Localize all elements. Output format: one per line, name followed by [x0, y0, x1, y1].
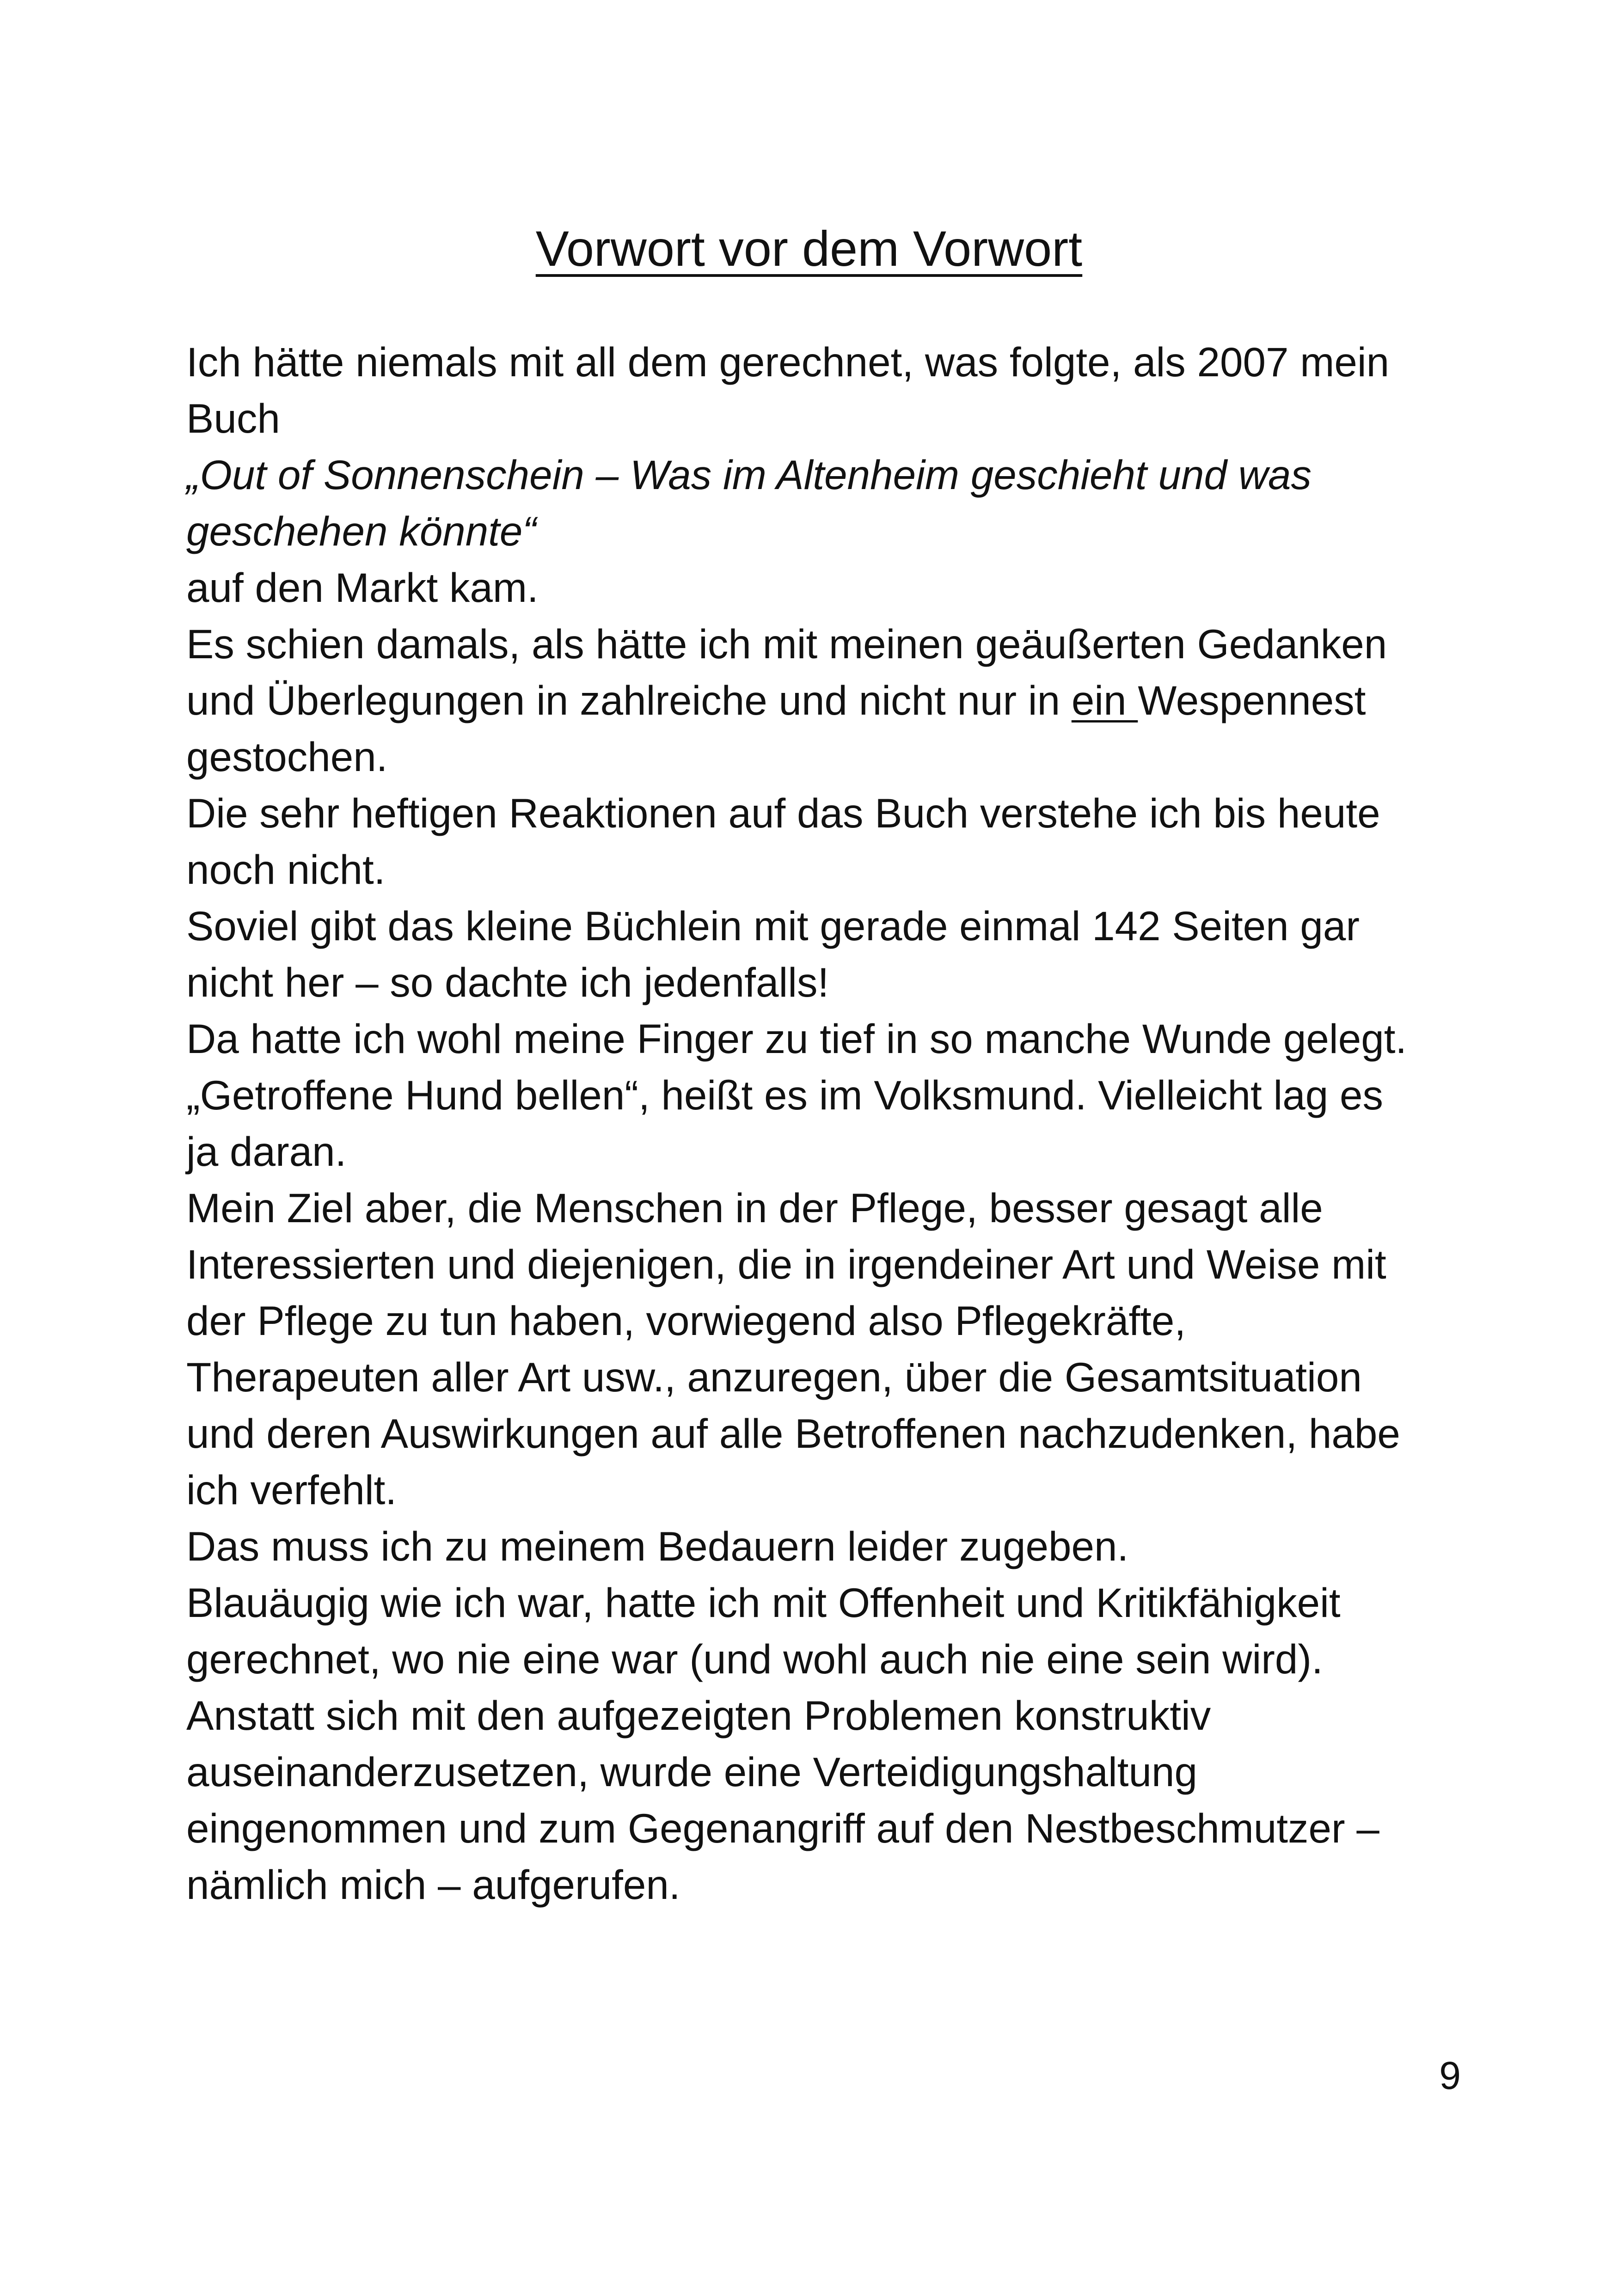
text-line: auf den Markt kam.: [186, 564, 539, 611]
body-text: [186, 334, 1481, 1913]
page-title-text: Vorwort vor dem Vorwort: [535, 220, 1083, 276]
text-line: Interessierten und diejenigen, die in irgendeiner Art und Weise mit: [186, 1241, 1386, 1287]
text-line: Blauäugig wie ich war, hatte ich mit Offenheit und Kritikfähigkeit: [186, 1580, 1341, 1626]
page-title: [0, 216, 1618, 281]
text-line: Mein Ziel aber, die Menschen in der Pflege, besser gesagt alle: [186, 1185, 1323, 1231]
page-number: 9: [1439, 2054, 1461, 2097]
text-line: ich verfehlt.: [186, 1467, 397, 1513]
text-line: Soviel gibt das kleine Büchlein mit gerade einmal 142 Seiten gar: [186, 903, 1360, 949]
text-line: noch nicht.: [186, 846, 386, 893]
text-line: Ich hätte niemals mit all dem gerechnet, was folgte, als 2007 mein: [186, 339, 1390, 385]
text-line: [186, 672, 1481, 729]
text-line: Buch: [186, 395, 280, 441]
underlined-word: ein: [1071, 677, 1138, 723]
text-segment: und Überlegungen in zahlreiche und nicht nur in: [186, 677, 1072, 723]
text-line: Die sehr heftigen Reaktionen auf das Buch verstehe ich bis heute: [186, 790, 1380, 836]
text-line: Therapeuten aller Art usw., anzuregen, über die Gesamtsituation: [186, 1354, 1362, 1400]
text-segment: Wespennest: [1138, 677, 1366, 723]
text-line: Da hatte ich wohl meine Finger zu tief in so manche Wunde gelegt.: [186, 1016, 1407, 1062]
text-line: Das muss ich zu meinem Bedauern leider zugeben.: [186, 1523, 1129, 1569]
book-title-line: geschehen könnte“: [186, 508, 537, 554]
text-line: eingenommen und zum Gegenangriff auf den Nestbeschmutzer –: [186, 1805, 1379, 1851]
book-title-line: „Out of Sonnenschein – Was im Altenheim geschieht und was: [186, 452, 1312, 498]
text-line: und deren Auswirkungen auf alle Betroffenen nachzudenken, habe: [186, 1410, 1400, 1457]
text-line: Es schien damals, als hätte ich mit meinen geäußerten Gedanken: [186, 621, 1387, 667]
text-line: der Pflege zu tun haben, vorwiegend also Pflegekräfte,: [186, 1298, 1186, 1344]
text-line: „Getroffene Hund bellen“, heißt es im Volksmund. Vielleicht lag es: [186, 1072, 1383, 1118]
text-line: Anstatt sich mit den aufgezeigten Problemen konstruktiv: [186, 1692, 1211, 1739]
text-line: ja daran.: [186, 1128, 347, 1175]
text-line: gerechnet, wo nie eine war (und wohl auch nie eine sein wird).: [186, 1636, 1323, 1682]
text-line: nicht her – so dachte ich jedenfalls!: [186, 959, 829, 1005]
text-line: nämlich mich – aufgerufen.: [186, 1861, 680, 1908]
text-line: auseinanderzusetzen, wurde eine Verteidigungshaltung: [186, 1749, 1198, 1795]
text-line: gestochen.: [186, 734, 388, 780]
